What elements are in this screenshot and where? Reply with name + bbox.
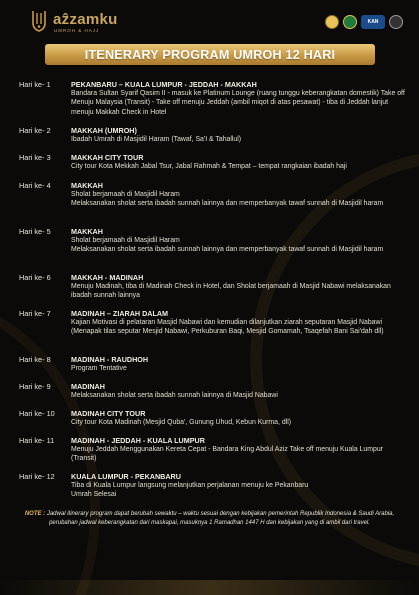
- brand-name: aẑzamku: [53, 11, 118, 28]
- day-title: MAKKAH: [71, 227, 103, 236]
- day-title: MADINAH: [71, 382, 105, 391]
- header: [0, 0, 419, 44]
- day-label: Hari ke- 12: [19, 472, 55, 481]
- day-label: Hari ke- 9: [19, 382, 51, 391]
- day-label: Hari ke- 4: [19, 181, 51, 190]
- disclaimer-note: [24, 510, 395, 528]
- day-description: Kajian Motivasi di pelataran Masjid Nabawi dan kemudian dilanjutkan ziarah seputaran Masjid Nabawi (Menapak tilas seputar Mesjid Nabawi, Perkuburan Baqi, Mesjid Gomamah, Tsaqefah Bani Sai'dah dll): [71, 319, 384, 336]
- page-title: ITENERARY PROGRAM UMROH 12 HARI: [84, 47, 336, 62]
- day-label: Hari ke- 1: [19, 80, 51, 89]
- day-label: Hari ke- 6: [19, 273, 51, 282]
- day-description: Bandara Sultan Syarif Qasim II - masuk ke Platinum Lounge (ruang tunggu keberangkatan domestik) Take off Menuju Malaysia (Transit) - Take off menuju Jeddah (ambil miqot di atas pesawat) - tiba di Jeddah lanjut menuju Makkah Check in Hotel: [71, 90, 405, 116]
- certification-logo-icon: [389, 15, 403, 29]
- day-description: City tour Kota Mekkah Jabal Tsur, Jabal Rahmah & Tempat – tempat rangkaian ibadah haji: [71, 163, 347, 171]
- day-title: MADINAH - RAUDHOH: [71, 355, 149, 364]
- day-title: MAKKAH: [71, 181, 103, 190]
- day-title: MAKKAH - MADINAH: [71, 273, 144, 282]
- kemenag-emblem-icon: [325, 15, 339, 29]
- day-title: MADINAH - JEDDAH - KUALA LUMPUR: [71, 436, 205, 445]
- day-description: City tour Kota Madinah (Mesjid Quba', Gunung Uhud, Kebun Kurma, dll): [71, 419, 292, 427]
- day-label: Hari ke- 11: [19, 436, 55, 445]
- day-description: Sholat berjamaah di Masjidil Haram Melaksanakan sholat serta ibadah sunnah lainnya dan memperbanyak tawaf sunnah di Masjidil haram: [71, 237, 384, 254]
- day-label: Hari ke- 2: [19, 126, 51, 135]
- day-label: Hari ke- 8: [19, 355, 51, 364]
- partner-logos: [325, 15, 403, 29]
- day-label: Hari ke- 5: [19, 227, 51, 236]
- footer-decoration: [0, 580, 419, 595]
- title-banner: [45, 44, 375, 65]
- day-description: Program Tentative: [71, 365, 127, 373]
- day-title: KUALA LUMPUR - PEKANBARU: [71, 472, 181, 481]
- day-description: Menuju Madinah, tiba di Madinah Check in Hotel, dan Sholat berjamaah di Masjid Nabawi melaksanakan ibadah sunnah lainnya: [71, 283, 391, 300]
- day-description: Melaksanakan sholat serta ibadah sunnah lainnya di Masjid Nabawi: [71, 392, 278, 400]
- halal-logo-icon: [343, 15, 357, 29]
- brand-logo-icon: [30, 9, 48, 33]
- day-title: MADINAH – ZIARAH DALAM: [71, 309, 169, 318]
- day-title: PEKANBARU – KUALA LUMPUR - JEDDAH - MAKKAH: [71, 80, 257, 89]
- day-label: Hari ke- 3: [19, 153, 51, 162]
- brand-subtitle: UMROH & HAJJ: [54, 28, 100, 33]
- day-title: MAKKAH (UMROH): [71, 126, 137, 135]
- kan-logo: KAN: [361, 15, 385, 29]
- day-label: Hari ke- 7: [19, 309, 51, 318]
- day-description: Menuju Jeddah Menggunakan Kereta Cepat - Bandara King Abdul Aziz Take off menuju Kuala Lumpur (Transit): [71, 446, 383, 463]
- day-label: Hari ke- 10: [19, 409, 55, 418]
- note-text: Jadwal itinerary program dapat berubah sewaktu – waktu sesuai dengan kebijakan pemerintah Republik Indonesia & Saudi Arabia, perubahan jadwal keberangkatan dari maskapai, masuknya 1 Ramadhan 1447 H dan kebijakan yang di ambil dari travel.: [46, 511, 395, 526]
- day-title: MADINAH CITY TOUR: [71, 409, 146, 418]
- day-description: Ibadah Umrah di Masjidil Haram (Tawaf, Sa'I & Tahallul): [71, 136, 242, 144]
- day-description: Tiba di Kuala Lumpur langsung melanjutkan perjalanan menuju ke Pekanbaru Umrah Selesai: [71, 482, 309, 499]
- day-title: MAKKAH CITY TOUR: [71, 153, 144, 162]
- day-description: Sholat berjamaah di Masjidil Haram Melaksanakan sholat serta ibadah sunnah lainnya dan memperbanyak tawaf sunnah di Masjidil haram: [71, 191, 384, 208]
- note-label: NOTE :: [24, 511, 46, 517]
